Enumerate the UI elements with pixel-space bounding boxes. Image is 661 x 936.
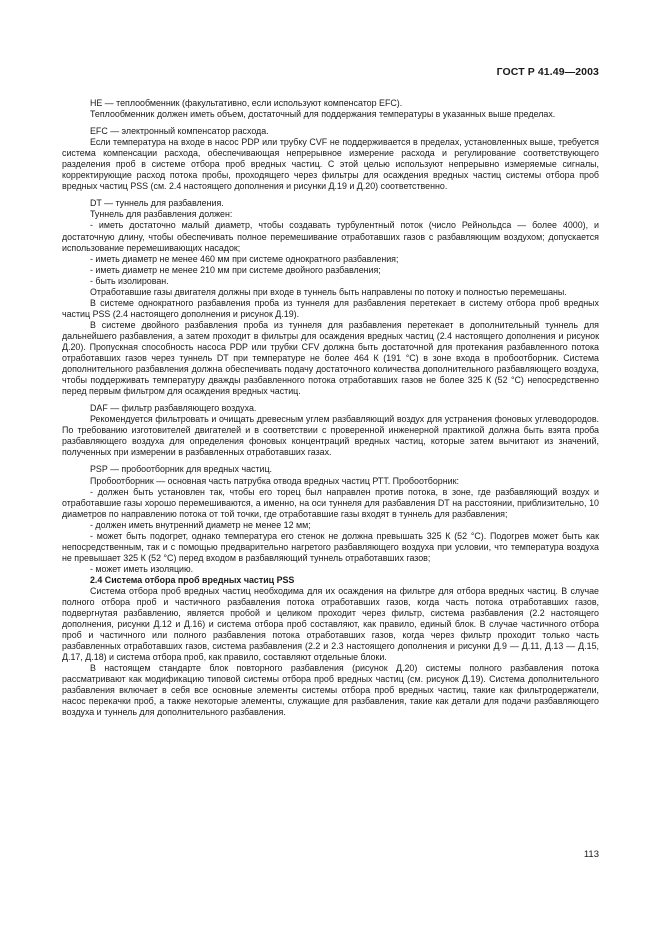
paragraph: DAF — фильтр разбавляющего воздуха. <box>90 403 257 414</box>
paragraph: Система отбора проб вредных частиц необходима для их осаждения на фильтре для отбора вредных частиц. В случае полного отбора проб и частичного разбавления потока отработавших газов, когда часть потока отработавших газов, подвергнутая разбавлению, является пробой и целиком проходит через фильтр, система разбавления (2.2 настоящего дополнения, рисунки Д.12 и Д.16) и система отбора проб составляют, как правило, единый блок. В случае частичного отбора проб и частичного или полного разбавления потока отработавших газов, когда через фильтр проходит только часть разбавленных отработавших газов, система разбавления (2.2 и 2.3 настоящего дополнения и рисунки Д.9 — Д.11, Д.13 — Д.15, Д.17, Д.18) и система отбора проб, как правило, составляют отдельные блоки. <box>62 585 599 663</box>
paragraph: PSP — пробоотборник для вредных частиц. <box>90 464 273 475</box>
paragraph: НЕ — теплообменник (факультативно, если используют компенсатор EFC). <box>90 98 403 108</box>
paragraph: DT — туннель для разбавления. <box>90 198 224 209</box>
list-item: - иметь достаточно малый диаметр, чтобы создавать турбулентный поток (число Рейнольдса — более 4000), и достаточную длину, чтобы обеспечивать полное перемешивание отработавших газов с разбавляющим воздухом; допускается использование перемешивающих насадок; <box>62 220 599 253</box>
list-item: - может иметь изоляцию. <box>90 563 194 574</box>
list-item: - должен иметь внутренний диаметр не менее 12 мм; <box>90 519 311 530</box>
document-body <box>62 98 599 719</box>
paragraph: Теплообменник должен иметь объем, достаточный для поддержания температуры в указанных выше пределах. <box>90 109 556 120</box>
paragraph: В системе однократного разбавления проба из туннеля для разбавления перетекает в систему отбора проб вредных частиц PSS (2.4 настоящего дополнения и рисунок Д.19). <box>62 297 599 319</box>
page-number: 113 <box>583 849 599 860</box>
section-heading: 2.4 Система отбора проб вредных частиц PSS <box>90 574 295 585</box>
paragraph: Пробоотборник — основная часть патрубка отвода вредных частиц РТТ. Пробоотборник: <box>90 475 459 486</box>
paragraph: EFC — электронный компенсатор расхода. <box>90 126 269 137</box>
paragraph: В настоящем стандарте блок повторного разбавления (рисунок Д.20) системы полного разбавления потока рассматривают как модификацию типовой системы отбора проб вредных частиц (см. рисунок Д.19). Система дополнительного разбавления включает в себя все основные элементы системы отбора проб вредных частиц, такие как фильтродержатели, насос перекачки проб, а также некоторые элементы, служащие для разбавления, такие как детали для подачи разбавляющего воздуха и туннель для дополнительного разбавления. <box>62 663 599 718</box>
paragraph: Рекомендуется фильтровать и очищать древесным углем разбавляющий воздух для устранения фоновых углеводородов. По требованию изготовителей двигателей и в соответствии с проверенной инженерной практикой должна быть взята проба разбавляющего воздуха для определения фоновых концентраций вредных частиц, которые затем вычитают из значений, полученных при измерении в разбавленных отработавших газах. <box>62 414 599 458</box>
paragraph: Если температура на входе в насос PDP или трубку CVF не поддерживается в пределах, установленных выше, требуется система компенсации расхода, обеспечивающая непрерывное измерение расхода и регулирование соответствующего разделения проб в системе отбора проб вредных частиц. С этой целью используют непрерывно измеряемые сигналы, корректирующие расход потока пробы, проходящего через фильтры для осаждения вредных частиц системы отбора проб вредных частиц PSS (см. 2.4 настоящего дополнения и рисунки Д.19 и Д.20) соответственно. <box>62 137 599 192</box>
list-item: - должен быть установлен так, чтобы его торец был направлен против потока, в зоне, где разбавляющий воздух и отработавшие газы хорошо перемешиваются, а именно, на оси туннеля для разбавления DT на расстоянии, приблизительно, 10 диаметров по направлению потока от той точки, где отработавшие газы входят в туннель для разбавления; <box>62 486 599 519</box>
list-item: - быть изолирован. <box>90 275 169 286</box>
paragraph: Отработавшие газы двигателя должны при входе в туннель быть направлены по потоку и полностью перемешаны. <box>90 286 567 297</box>
list-item: - иметь диаметр не менее 210 мм при системе двойного разбавления; <box>90 264 381 275</box>
document-header-code: ГОСТ Р 41.49—2003 <box>496 66 599 78</box>
list-item: - может быть подогрет, однако температура его стенок не должна превышать 325 К (52 °С). Подогрев может быть как непосредственным, так и с помощью предварительно нагретого разбавляющего воздуха при условии, что температура воздуха не превышает 325 К (52 °С) перед входом в разбавляющий туннель отработавших газов; <box>62 530 599 563</box>
list-item: - иметь диаметр не менее 460 мм при системе однократного разбавления; <box>90 253 399 264</box>
paragraph: В системе двойного разбавления проба из туннеля для разбавления перетекает в дополнительный туннель для дальнейшего разбавления, а затем проходит в фильтры для осаждения вредных частиц (2.4 настоящего дополнения и рисунок Д.20). Пропускная способность насоса PDP или трубки CFV должна быть достаточной для протекания разбавленного потока отработавших газов через туннель DT при температуре не более 464 К (191 °С) в зоне входа в пробоотборник. Система дополнительного разбавления должна обеспечивать подачу достаточного количества дополнительного разбавляющего воздуха, чтобы поддерживать температуру дважды разбавленного потока отработавших газов не более 325 К (52 °С) непосредственно перед первым фильтром для осаждения вредных частиц. <box>62 319 599 397</box>
paragraph: Туннель для разбавления должен: <box>90 209 233 220</box>
